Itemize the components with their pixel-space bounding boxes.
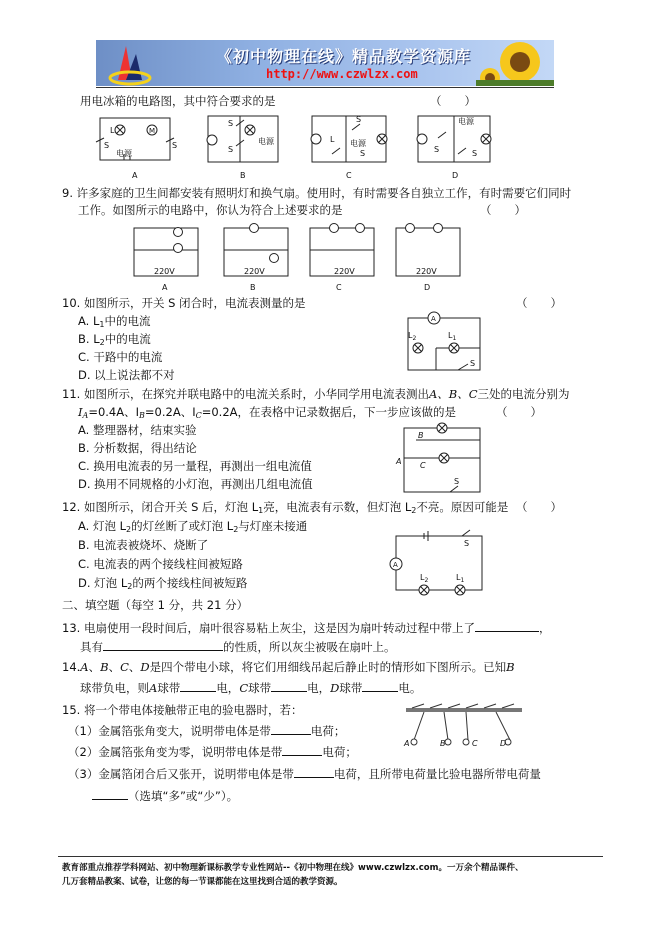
q8c-s-label: S — [360, 149, 366, 158]
header-banner — [96, 40, 554, 86]
q15-blank-4[interactable] — [92, 788, 128, 800]
q9-option-d: D — [424, 283, 431, 292]
q15-item3: （3）金属箔闭合后又张开，说明带电体是带 电荷，且所带电荷量比验电器所带电荷量 — [68, 767, 541, 781]
q12-l2-label: $L_2$ — [420, 573, 429, 584]
q8b-power-label: 电源 — [258, 137, 274, 146]
q10-stem: 10. 如图所示，开关 S 闭合时，电流表测量的是 — [62, 296, 306, 310]
q8a-lamp-label: L — [110, 126, 115, 135]
q15-blank-2[interactable] — [282, 744, 322, 756]
q8b-s-label: S — [228, 145, 234, 154]
q12-l1-label: $L_1$ — [456, 573, 465, 584]
ball-c-label: C — [472, 739, 478, 748]
q14-line1: 14.A、B、C、D是四个带电小球，将它们用细线吊起后静止时的情形如下图所示。已知B — [62, 660, 515, 674]
q15-blank-1[interactable] — [271, 723, 311, 735]
q12-s-label: S — [464, 539, 470, 548]
q12-stem: 12. 如图所示，闭合开关 S 后，灯泡 $L_1$亮，电流表有示数，但灯泡 $L_2$不亮。原因可能是 — [62, 500, 509, 515]
q8d-s1-label: S — [434, 145, 440, 154]
section2-title: 二、填空题（每空 1 分，共 21 分） — [62, 598, 249, 612]
q8b-s1-label: S — [228, 119, 234, 128]
q10-option-a: A. $L_1$中的电流 — [78, 314, 151, 329]
q8-option-d: D — [452, 171, 459, 180]
q15-item3-cont: （选填“多”或“少”）。 — [92, 788, 238, 804]
q8a-motor-label: M — [149, 127, 156, 135]
q10-l2-label: $L_2$ — [408, 331, 417, 342]
q8c-s1-label: S — [356, 115, 362, 124]
q8-option-a: A — [132, 171, 138, 180]
q11-c-label: C — [420, 461, 426, 470]
q12-paren: （ ） — [516, 500, 562, 514]
q11-circuit — [392, 420, 492, 498]
q11-line2: $I_A=0.4A$、$I_B=0.2A$、$I_C=0.2A$，在表格中记录数据后，下一步应该做的是 — [78, 405, 457, 420]
q12-option-c: C. 电流表的两个接线柱间被短路 — [78, 557, 243, 571]
q8d-power-label: 电源 — [458, 117, 474, 126]
q8-circuits — [90, 108, 510, 182]
q9-option-c: C — [336, 283, 342, 292]
q10-option-d: D. 以上说法都不对 — [78, 368, 175, 382]
q10-circuit — [400, 306, 490, 376]
ball-d-label: D — [500, 739, 507, 748]
q8-option-b: B — [240, 171, 246, 180]
q8c-power-label: 电源 — [350, 139, 366, 148]
q11-option-a: A. 整理器材，结束实验 — [78, 423, 197, 437]
q15-item2: （2）金属箔张角变为零，说明带电体是带 电荷； — [68, 745, 357, 759]
q9-circuits — [128, 218, 498, 296]
q13-line2: 具有 的性质，所以灰尘被吸在扇叶上。 — [80, 640, 396, 654]
q11-option-c: C. 换用电流表的另一量程，再测出一组电流值 — [78, 459, 312, 473]
banner-url: http://www.czwlzx.com — [266, 67, 418, 81]
q12-circuit — [384, 528, 494, 598]
q10-ammeter-label: A — [431, 315, 436, 323]
q13-blank-2[interactable] — [103, 639, 223, 651]
ball-a-label: A — [404, 739, 410, 748]
q10-l1-label: $L_1$ — [448, 331, 457, 342]
q14-blank-d[interactable] — [362, 680, 398, 692]
q15-item1: （1）金属箔张角变大，说明带电体是带 电荷； — [68, 724, 346, 738]
q14-hanging-balls — [400, 702, 530, 754]
q9-paren: （ ） — [480, 203, 526, 217]
ball-b-label: B — [440, 739, 446, 748]
q11-option-b: B. 分析数据，得出结论 — [78, 441, 197, 455]
q9a-voltage: 220V — [154, 267, 175, 276]
q9c-voltage: 220V — [334, 267, 355, 276]
q12-ammeter-label: A — [393, 561, 398, 569]
q12-option-d: D. 灯泡 $L_2$的两个接线柱间被短路 — [78, 576, 248, 591]
q11-paren: （ ） — [496, 405, 542, 419]
q11-b-label: B — [418, 431, 424, 440]
q9-option-b: B — [250, 283, 256, 292]
q10-option-b: B. $L_2$中的电流 — [78, 332, 151, 347]
q14-blank-c[interactable] — [271, 680, 307, 692]
q12-option-b: B. 电流表被烧坏、烧断了 — [78, 538, 209, 552]
q8a-power-label: 电源 — [116, 149, 132, 158]
footer-line1: 教育部重点推荐学科网站、初中物理新课标教学专业性网站--《初中物理在线》www.czwlzx.com。一万余个精品课件、 — [62, 863, 524, 873]
q10-paren: （ ） — [516, 296, 562, 310]
footer-rule — [58, 856, 603, 857]
q9d-voltage: 220V — [416, 267, 437, 276]
q14-line2: 球带负电，则A球带 电，C球带 电，D球带 电。 — [80, 681, 422, 695]
footer-line2: 几万套精品教案、试卷，让您的每一节课都能在这里找到合适的教学资源。 — [62, 877, 343, 887]
q8c-lamp-label: L — [330, 135, 335, 144]
header-rule — [96, 87, 554, 88]
q11-option-d: D. 换用不同规格的小灯泡，再测出几组电流值 — [78, 477, 313, 491]
q9-line2: 工作。如图所示的电路中，你认为符合上述要求的是 — [78, 203, 343, 217]
q9-line1: 9. 许多家庭的卫生间都安装有照明灯和换气扇。使用时，有时需要各自独立工作，有时需要它们同时 — [62, 186, 572, 200]
q8a-s2-label: S — [104, 141, 110, 150]
q14-blank-a[interactable] — [180, 680, 216, 692]
q13-blank-1[interactable] — [475, 620, 539, 632]
q8d-s-label: S — [472, 149, 478, 158]
q11-a-label: A — [396, 457, 402, 466]
q9b-voltage: 220V — [244, 267, 265, 276]
q12-option-a: A. 灯泡 $L_2$的灯丝断了或灯泡 $L_2$与灯座未接通 — [78, 519, 308, 534]
q15-stem: 15. 将一个带电体接触带正电的验电器时，若： — [62, 703, 303, 717]
q10-option-c: C. 干路中的电流 — [78, 350, 163, 364]
q11-s-label: S — [454, 477, 460, 486]
q15-blank-3[interactable] — [294, 766, 334, 778]
banner-title: 《初中物理在线》精品教学资源库 — [216, 47, 472, 66]
q8-option-c: C — [346, 171, 352, 180]
q11-line1: 11. 如图所示，在探究并联电路中的电流关系时，小华同学用电流表测出A、B、C三处的电流分别为 — [62, 387, 570, 401]
sunflower-icon — [476, 40, 554, 86]
q8a-s-label: S — [172, 141, 178, 150]
q9-option-a: A — [162, 283, 168, 292]
q10-s-label: S — [470, 359, 476, 368]
q8-stem: 用电冰箱的电路图，其中符合要求的是 — [80, 94, 276, 108]
q13-line1: 13. 电扇使用一段时间后，扇叶很容易粘上灰尘，这是因为扇叶转动过程中带上了 ， — [62, 621, 551, 635]
q8-paren: （ ） — [430, 94, 476, 108]
